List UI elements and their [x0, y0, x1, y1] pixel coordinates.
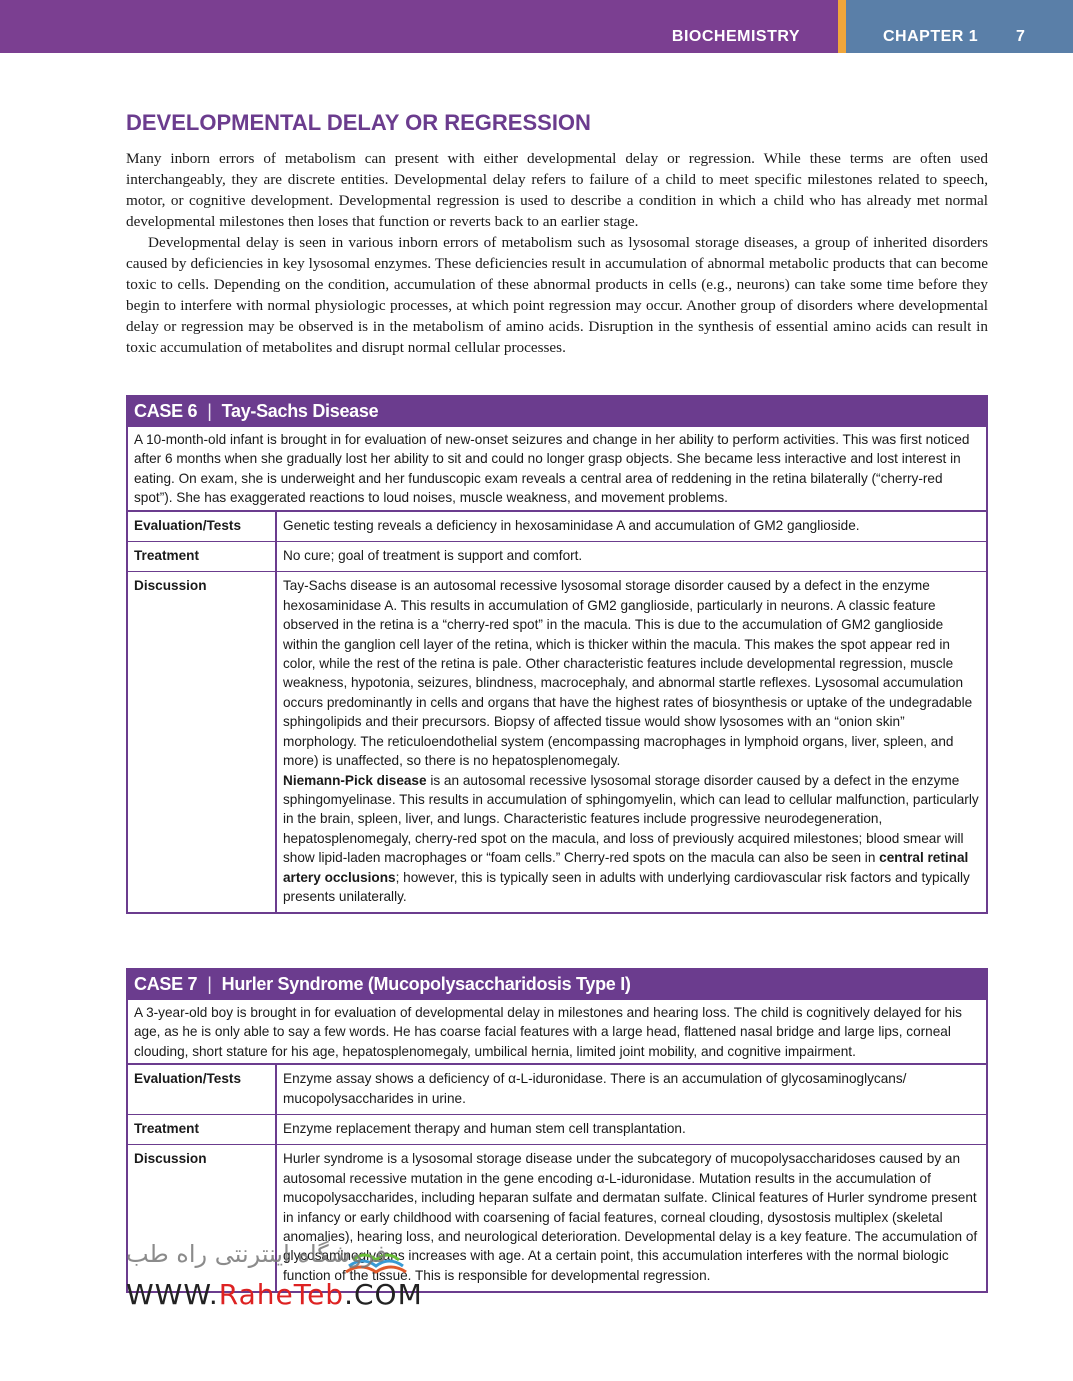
case-6-discussion-p2-b: ; however, this is typically seen in adults with underlying cardiovascular risk factors and typically presents unilaterally. [283, 869, 970, 904]
section-intro [126, 148, 988, 358]
case-7-discussion-label: Discussion [128, 1145, 277, 1291]
case-7-treatment-row [128, 1115, 986, 1145]
case-7-treatment-label: Treatment [128, 1115, 277, 1144]
intro-paragraph-2: Developmental delay is seen in various inborn errors of metabolism such as lysosomal storage diseases, a group of inherited disorders caused by deficiencies in key lysosomal enzymes. These deficiencies result in accumulation of abnormal metabolic products that can become toxic to cells. Depending on the condition, accumulation of these abnormal products in cells (e.g., neurons) can take some time before they begin to interfere with normal physiologic processes, at which point regression may occur. Another group of disorders where developmental delay or regression may be observed is in the metabolism of amino acids. Disruption in the synthesis of essential amino acids can result in toxic accumulation of metabolites and disrupt normal cellular processes. [126, 234, 988, 356]
watermark-persian-text: فروشگاه اینترنتی راه طب [126, 1240, 387, 1268]
case-6-discussion-p2 [283, 771, 980, 907]
subject-label: BIOCHEMISTRY [671, 28, 800, 45]
case-7-number: CASE 7 [134, 974, 198, 995]
niemann-pick-term: Niemann-Pick disease [283, 772, 427, 788]
watermark-url-brand: RaheTeb [218, 1278, 345, 1311]
case-6-treatment-text: No cure; goal of treatment is support and comfort. [283, 548, 583, 564]
case-6-discussion-row [128, 572, 986, 912]
case-7-eval-label: Evaluation/Tests [128, 1065, 277, 1114]
chapter-label: CHAPTER 1 [883, 28, 979, 45]
case-7-eval-row [128, 1065, 986, 1115]
case-7-header [128, 970, 986, 1000]
case-6-title: Tay-Sachs Disease [221, 401, 379, 422]
case-7-separator: | [207, 974, 212, 995]
watermark-url-suffix: .COM [344, 1278, 423, 1311]
section-title: DEVELOPMENTAL DELAY OR REGRESSION [126, 110, 591, 135]
case-6-number: CASE 6 [134, 401, 198, 422]
header-divider [838, 0, 846, 53]
case-6-discussion-p1: Tay-Sachs disease is an autosomal recessive lysosomal storage disorder caused by a defect in the enzyme hexosaminidase A. This results in accumulation of GM2 ganglioside, particularly in neurons. A classic feature observed in the retina is a “cherry-red spot” in the macula. This is due to the accumulation of GM2 ganglioside within the ganglion cell layer of the retina, which is thicker within the macula. This makes the spot appear red in color, while the rest of the retina is pale. Other characteristic features include developmental regression, muscle weakness, hypotonia, seizures, blindness, macrocephaly, and abnormal startle reflexes. Lysosomal accumulation occurs predominantly in cells and organs that have the highest rates of biosynthesis or uptake of the undegradable sphingolipids and their precursors. Biopsy of affected tissue would show lysosomes with an “onion skin” morphology. The reticuloendothelial system (encompassing macrophages in lymphoid organs, liver, spleen, and more) is unaffected, so there is no hepatosplenomegaly. [283, 578, 973, 769]
case-6-treatment-label: Treatment [128, 542, 277, 571]
case-6-header [128, 397, 986, 427]
case-6-eval-label: Evaluation/Tests [128, 512, 277, 541]
case-6-box [126, 395, 988, 914]
page-number: 7 [1016, 28, 1025, 45]
page-header-bar [0, 0, 1073, 53]
case-6-discussion-label: Discussion [128, 572, 277, 912]
case-6-discussion-p2-a: is an autosomal recessive lysosomal storage disorder caused by a defect in the enzyme sphingomyelinase. This results in accumulation of sphingomyelin, which can lead to cellular malfunction, particularly in the brain, spleen, liver, and lungs. Characteristic features include progressive neurodegeneration, hepatosplenomegaly, cherry-red spot on the macula, and loss of previously acquired milestones; blood smear will show lipid-laden macrophages or “foam cells.” Cherry-red spots on the macula can also be seen in [283, 772, 979, 866]
case-6-separator: | [207, 401, 212, 422]
case-7-box [126, 968, 988, 1293]
case-7-discussion-text: Hurler syndrome is a lysosomal storage disease under the subcategory of mucopolysaccharidoses caused by an autosomal recessive mutation in the gene encoding α-L-iduronidase. Mutation results in the accumulation of mucopolysaccharides, including heparan sulfate and dermatan sulfate. Clinical features of Hurler syndrome present in infancy or early childhood with coarsening of facial features, corneal clouding, dysostosis multiplex (skeletal anomalies), hearing loss, and neurological deterioration. Developmental delay is a key feature. The accumulation of glycosaminoglycans increases with age. At a certain point, this accumulation interferes with the normal biologic function of the tissue. This is responsible for developmental regression. [283, 1151, 978, 1283]
case-7-discussion-row [128, 1145, 986, 1291]
watermark-url-prefix: WWW. [126, 1278, 219, 1311]
case-6-discussion [277, 572, 986, 912]
case-7-treatment-text: Enzyme replacement therapy and human stem cell transplantation. [283, 1121, 686, 1137]
case-7-vignette: A 3-year-old boy is brought in for evaluation of developmental delay in milestones and hearing loss. The child is cognitively delayed for his age, as he is only able to say a few words. He has coarse facial features with a large head, flattened nasal bridge and large lips, corneal clouding, short stature for his age, hepatosplenomegaly, umbilical hernia, limited joint mobility, and cognitive impairment. [128, 1000, 986, 1065]
case-6-eval-row [128, 512, 986, 542]
crao-term: central retinal artery occlusions [283, 850, 969, 885]
case-7-eval-text: Enzyme assay shows a deficiency of α-L-iduronidase. There is an accumulation of glycosaminoglycans/ mucopolysaccharides in urine. [283, 1071, 907, 1106]
case-6-treatment-row [128, 542, 986, 572]
case-6-vignette: A 10-month-old infant is brought in for evaluation of new-onset seizures and change in her ability to perform activities. This was first noticed after 6 months when she gradually lost her ability to sit and could no longer grasp objects. She became less interactive and lost interest in eating. On exam, she is underweight and her funduscopic exam reveals a central area of reddening in the retina bilaterally (“cherry-red spot”). She has exaggerated reactions to loud noises, muscle weakness, and movement problems. [128, 427, 986, 512]
intro-paragraph-1: Many inborn errors of metabolism can present with either developmental delay or regression. While these terms are often used interchangeably, they are discrete entities. Developmental delay refers to failure of a child to meet specific milestones related to speech, motor, or cognitive development. Developmental regression is used to describe a condition in which a child who has already met normal developmental milestones then loses that function or reverts back to an earlier stage. [126, 150, 988, 230]
case-6-eval-text: Genetic testing reveals a deficiency in hexosaminidase A and accumulation of GM2 ganglioside. [283, 517, 860, 533]
case-7-title: Hurler Syndrome (Mucopolysaccharidosis Type I) [221, 974, 631, 995]
